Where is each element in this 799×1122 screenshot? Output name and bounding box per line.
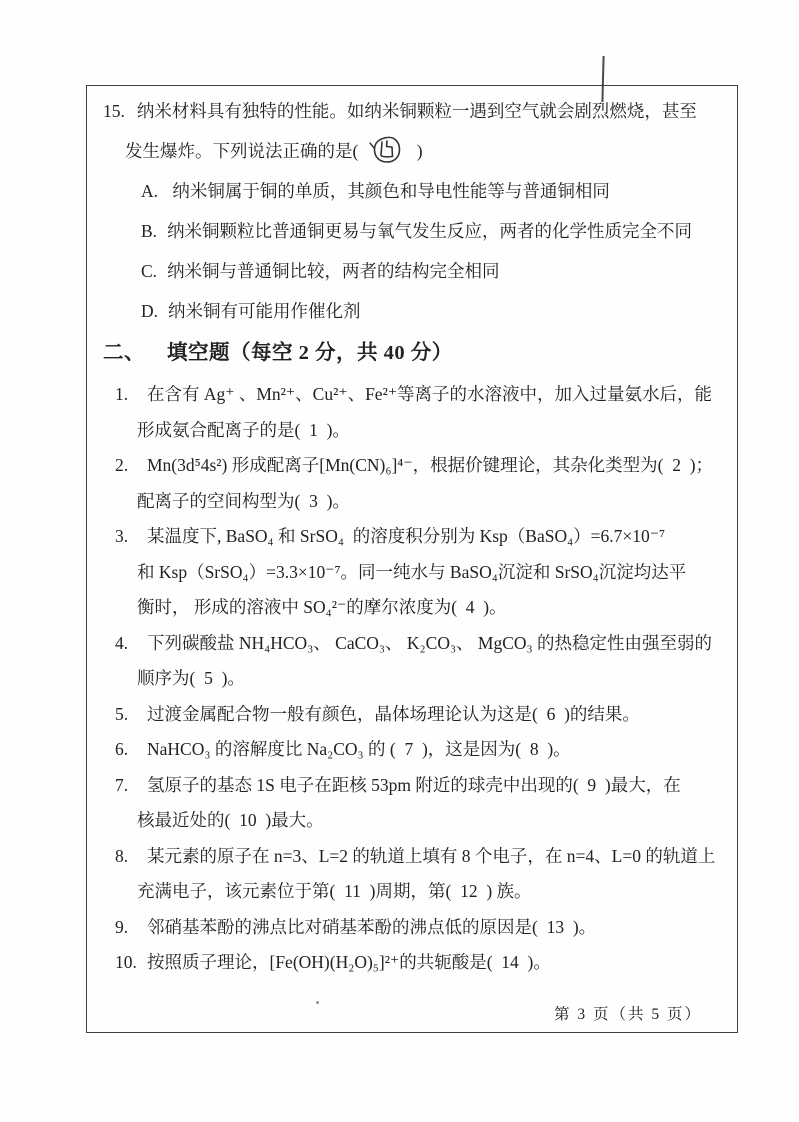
page-content xyxy=(87,86,749,981)
question-15-line-1 xyxy=(103,91,749,131)
question-text: 和 Ksp（SrSO₄）=3.3×10⁻⁷。同一纯水与 BaSO₄沉淀和 SrSO₄沉淀均达平 xyxy=(137,561,687,582)
question-text: 按照质子理论，[Fe(OH)(H₂O)₅]²⁺的共轭酸是( 14 )。 xyxy=(147,952,551,972)
question-number: 9. xyxy=(115,916,129,937)
fill-question-7 xyxy=(115,768,749,839)
option-label: B. xyxy=(141,221,158,241)
section-title: 填空题（每空 2 分，共 40 分） xyxy=(167,342,453,364)
question-text: 顺序为( 5 )。 xyxy=(137,668,245,688)
question-line xyxy=(115,697,749,733)
question-line xyxy=(115,448,749,484)
question-line xyxy=(115,626,749,662)
question-number: 5. xyxy=(115,703,129,724)
option-label: C. xyxy=(141,261,158,281)
question-number: 3. xyxy=(115,526,129,546)
question-text: 邻硝基苯酚的沸点比对硝基苯酚的沸点低的原因是( 13 )。 xyxy=(147,916,597,937)
question-text: 在含有 Ag⁺ 、Mn²⁺、Cu²⁺、Fe²⁺等离子的水溶液中，加入过量氨水后，能 xyxy=(147,384,713,404)
question-number: 4. xyxy=(115,632,129,653)
fill-question-6 xyxy=(115,732,749,768)
fill-question-9 xyxy=(115,910,749,946)
option-label: D. xyxy=(141,301,159,321)
question-text: 充满电子，该元素位于第( 11 )周期，第( 12 ) 族。 xyxy=(137,881,532,901)
question-number: 1. xyxy=(115,384,129,404)
question-line xyxy=(115,590,749,626)
option-a xyxy=(141,171,749,211)
question-text: NaHCO₃ 的溶解度比 Na₂CO₃ 的 ( 7 )，这是因为( 8 )。 xyxy=(147,739,571,759)
question-text: 某温度下, BaSO₄ 和 SrSO₄ 的溶度积分别为 Ksp（BaSO₄）=6.7×10⁻⁷ xyxy=(147,526,666,546)
fill-blank-questions xyxy=(103,377,749,981)
question-text: 某元素的原子在 n=3、L=2 的轨道上填有 8 个电子，在 n=4、L=0 的轨道上 xyxy=(147,845,716,866)
page-border-frame xyxy=(86,85,738,1033)
question-text: 纳米材料具有独特的性能。如纳米铜颗粒一遇到空气就会剧烈燃烧，甚至 xyxy=(136,101,697,121)
option-d xyxy=(141,291,749,331)
question-text: 下列碳酸盐 NH₄HCO₃、 CaCO₃、 K₂CO₃、 MgCO₃ 的热稳定性由强至弱的 xyxy=(147,632,713,653)
question-number: 15. xyxy=(103,101,125,121)
question-line xyxy=(115,732,749,768)
question-15-options xyxy=(103,171,749,331)
section-number: 二、 xyxy=(103,342,145,364)
option-text: 纳米铜有可能用作催化剂 xyxy=(168,301,361,321)
question-15-line-2 xyxy=(103,131,749,171)
fill-question-5 xyxy=(115,697,749,733)
question-text: ) xyxy=(412,141,423,161)
question-text: 过渡金属配合物一般有颜色，晶体场理论认为这是( 6 )的结果。 xyxy=(147,703,640,724)
question-line xyxy=(115,555,749,591)
question-line xyxy=(115,484,749,520)
question-text: 发生爆炸。下列说法正确的是( xyxy=(125,141,359,161)
option-b xyxy=(141,211,749,251)
option-text: 纳米铜属于铜的单质，其颜色和导电性能等与普通铜相同 xyxy=(168,181,610,201)
question-line xyxy=(115,803,749,839)
page-footer: 第 3 页（共 5 页） xyxy=(553,1006,702,1023)
fill-question-2 xyxy=(115,448,749,519)
question-number: 10. xyxy=(115,952,137,972)
question-text: 衡时， 形成的溶液中 SO₄²⁻的摩尔浓度为( 4 )。 xyxy=(137,597,507,617)
question-text: 形成氨合配离子的是( 1 )。 xyxy=(137,419,350,440)
question-number: 6. xyxy=(115,739,129,759)
question-line xyxy=(115,519,749,555)
question-text: 氢原子的基态 1S 电子在距核 53pm 附近的球壳中出现的( 9 )最大，在 xyxy=(147,774,681,795)
question-line xyxy=(115,377,749,413)
question-number: 2. xyxy=(115,455,129,475)
option-text: 纳米铜颗粒比普通铜更易与氧气发生反应，两者的化学性质完全不同 xyxy=(167,221,693,241)
option-c xyxy=(141,251,749,291)
fill-question-3 xyxy=(115,519,749,626)
question-text: 核最近处的( 10 )最大。 xyxy=(137,810,324,830)
question-text: 配离子的空间构型为( 3 )。 xyxy=(137,490,350,511)
option-label: A. xyxy=(141,181,159,201)
question-line xyxy=(115,413,749,449)
question-number: 7. xyxy=(115,774,129,795)
fill-question-4 xyxy=(115,626,749,697)
question-line xyxy=(115,874,749,910)
fill-question-1 xyxy=(115,377,749,448)
question-line xyxy=(115,945,749,981)
question-line xyxy=(115,839,749,875)
question-text: Mn(3d⁵4s²) 形成配离子[Mn(CN)₆]⁴⁻，根据价键理论，其杂化类型为( 2 )； xyxy=(147,455,714,475)
section-heading xyxy=(103,335,749,371)
question-line xyxy=(115,910,749,946)
question-15 xyxy=(103,91,749,331)
fill-question-10 xyxy=(115,945,749,981)
option-text: 纳米铜与普通铜比较，两者的结构完全相同 xyxy=(167,261,500,281)
question-number: 8. xyxy=(115,845,129,866)
handwritten-answer-circle-icon xyxy=(368,134,406,166)
fill-question-8 xyxy=(115,839,749,910)
question-line xyxy=(115,768,749,804)
question-line xyxy=(115,661,749,697)
